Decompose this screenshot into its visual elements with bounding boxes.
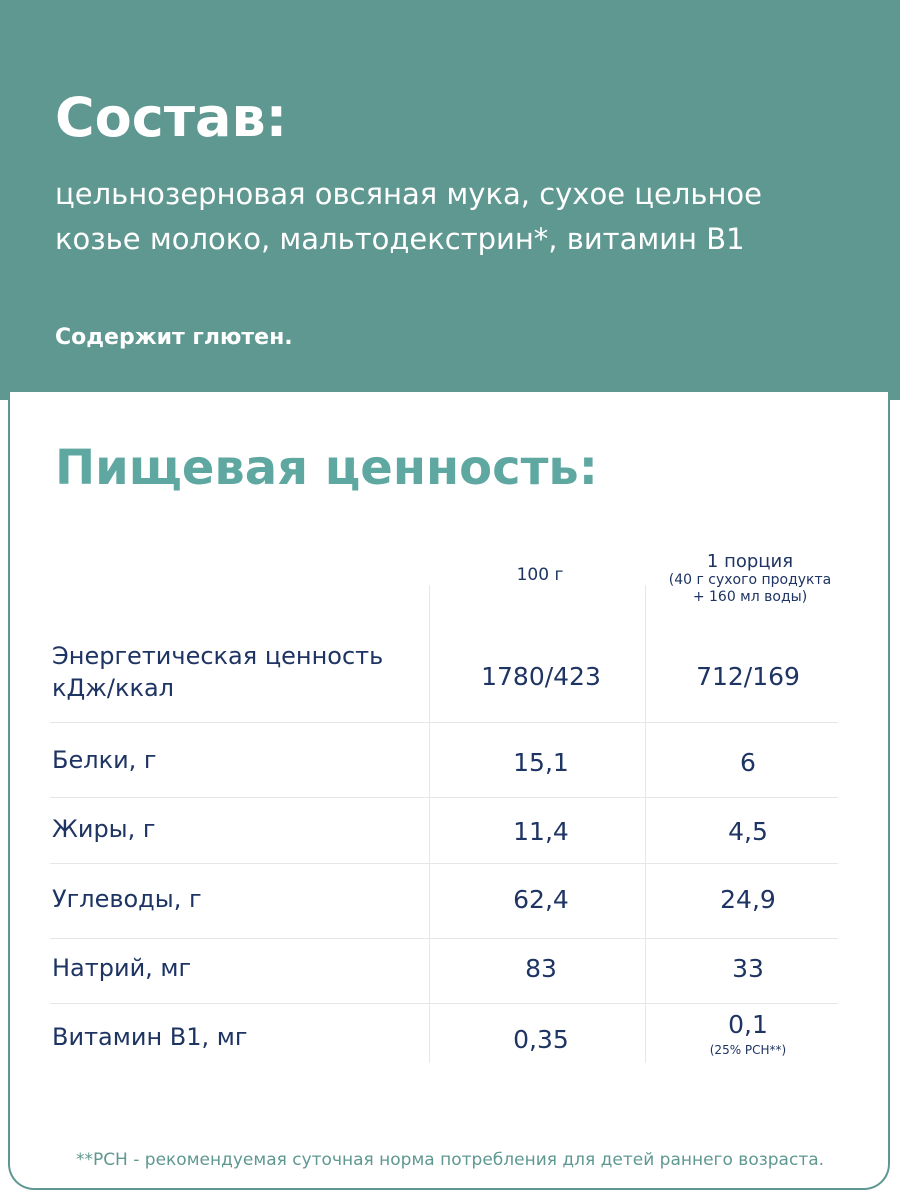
portion-sub-2: + 160 мл воды): [692, 589, 808, 605]
value-portion-fat: 4,5: [728, 817, 768, 846]
row-divider: [50, 938, 838, 939]
nutrition-panel: [8, 392, 890, 1190]
row-label-energy: [52, 640, 383, 704]
vitamin-b1-rsn-note: (25% РСН**): [709, 1043, 787, 1057]
composition-title: Состав:: [55, 86, 288, 149]
value-100g-carbs: 62,4: [513, 885, 569, 914]
nutrition-title: Пищевая ценность:: [55, 440, 598, 496]
row-label-carbs: Углеводы, г: [52, 885, 202, 913]
value-portion-energy: 712/169: [696, 662, 800, 691]
column-header-portion: [650, 551, 850, 606]
row-label-protein: Белки, г: [52, 746, 157, 774]
column-header-100g: 100 г: [516, 565, 564, 585]
row-label-line: Энергетическая ценность: [52, 642, 384, 670]
vitamin-b1-portion-value: 0,1: [728, 1010, 768, 1039]
composition-text: [55, 172, 855, 262]
value-100g-protein: 15,1: [513, 748, 569, 777]
gluten-note: Содержит глютен.: [55, 325, 293, 350]
portion-label: 1 порция: [706, 551, 794, 572]
value-portion-carbs: 24,9: [720, 885, 776, 914]
row-label-line: кДж/ккал: [52, 674, 174, 702]
value-100g-vitamin-b1: 0,35: [513, 1025, 569, 1054]
value-100g-energy: 1780/423: [481, 662, 601, 691]
portion-sub-1: (40 г сухого продукта: [668, 572, 832, 588]
row-divider: [50, 863, 838, 864]
value-100g-fat: 11,4: [513, 817, 569, 846]
value-100g-sodium: 83: [525, 954, 557, 983]
footnote: **РСН - рекомендуемая суточная норма потребления для детей раннего возраста.: [75, 1150, 825, 1170]
value-portion-sodium: 33: [732, 954, 764, 983]
value-portion-protein: 6: [740, 748, 756, 777]
row-divider: [50, 722, 838, 723]
row-label-fat: Жиры, г: [52, 815, 156, 843]
composition-line: козье молоко, мальтодекстрин*, витамин B1: [55, 222, 745, 256]
row-divider: [50, 1003, 838, 1004]
composition-line: цельнозерновая овсяная мука, сухое цельное: [55, 177, 763, 211]
row-label-vitamin-b1: Витамин B1, мг: [52, 1023, 248, 1051]
value-portion-vitamin-b1: [648, 1010, 848, 1057]
row-divider: [50, 797, 838, 798]
row-label-sodium: Натрий, мг: [52, 954, 192, 982]
